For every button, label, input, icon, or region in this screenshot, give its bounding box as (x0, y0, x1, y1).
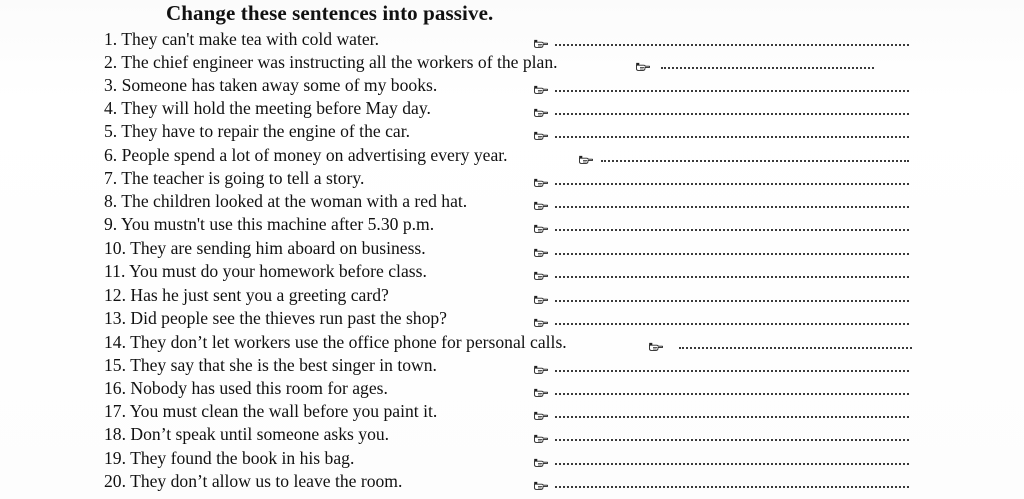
answer-blank-line[interactable] (555, 486, 909, 488)
answer-blank-line[interactable] (555, 183, 909, 185)
pointing-hand-icon (534, 454, 548, 463)
exercise-item (104, 331, 924, 354)
pointing-hand-icon (534, 361, 548, 370)
answer-blank-line[interactable] (679, 347, 912, 349)
answer-blank-line[interactable] (555, 90, 909, 92)
answer-blank-line[interactable] (555, 370, 909, 372)
exercise-item (104, 28, 924, 51)
pointing-hand-icon (534, 384, 548, 393)
pointing-hand-icon (534, 197, 548, 206)
exercise-item (104, 260, 924, 283)
sentence-text: 10. They are sending him aboard on business. (104, 238, 426, 258)
sentence-text: 5. They have to repair the engine of the car. (104, 121, 410, 141)
pointing-hand-icon (534, 477, 548, 486)
answer-blank-line[interactable] (555, 276, 909, 278)
exercise-item (104, 284, 924, 307)
pointing-hand-icon (534, 314, 548, 323)
sentence-text: 12. Has he just sent you a greeting card? (104, 285, 389, 305)
exercise-item (104, 307, 924, 330)
answer-blank-line[interactable] (555, 323, 909, 325)
pointing-hand-icon (636, 58, 650, 67)
sentence-text: 4. They will hold the meeting before May day. (104, 98, 431, 118)
exercise-item (104, 237, 924, 260)
exercise-item (104, 354, 924, 377)
pointing-hand-icon (534, 104, 548, 113)
pointing-hand-icon (534, 267, 548, 276)
sentence-text: 7. The teacher is going to tell a story. (104, 168, 365, 188)
worksheet-title: Change these sentences into passive. (166, 1, 494, 25)
answer-blank-line[interactable] (555, 253, 909, 255)
exercise-item (104, 423, 924, 446)
exercise-item (104, 190, 924, 213)
answer-blank-line[interactable] (555, 416, 909, 418)
answer-blank-line[interactable] (555, 300, 909, 302)
answer-blank-line[interactable] (555, 136, 909, 138)
sentence-text: 9. You mustn't use this machine after 5.30 p.m. (104, 214, 435, 234)
sentence-text: 8. The children looked at the woman with a red hat. (104, 191, 468, 211)
pointing-hand-icon (534, 127, 548, 136)
pointing-hand-icon (534, 430, 548, 439)
answer-blank-line[interactable] (601, 160, 909, 162)
sentence-text: 14. They don’t let workers use the office phone for personal calls. (104, 332, 567, 352)
sentence-text: 2. The chief engineer was instructing all the workers of the plan. (104, 52, 558, 72)
sentence-text: 16. Nobody has used this room for ages. (104, 378, 388, 398)
answer-blank-line[interactable] (555, 229, 909, 231)
answer-blank-line[interactable] (555, 206, 909, 208)
answer-blank-line[interactable] (555, 463, 909, 465)
pointing-hand-icon (534, 244, 548, 253)
pointing-hand-icon (534, 407, 548, 416)
answer-blank-line[interactable] (555, 393, 909, 395)
answer-blank-line[interactable] (555, 44, 909, 46)
exercise-item (104, 51, 924, 74)
exercise-item (104, 120, 924, 143)
pointing-hand-icon (579, 151, 593, 160)
sentence-text: 6. People spend a lot of money on advertising every year. (104, 145, 508, 165)
exercise-item (104, 167, 924, 190)
exercise-item (104, 144, 924, 167)
answer-blank-line[interactable] (555, 113, 909, 115)
pointing-hand-icon (649, 338, 663, 347)
exercise-item (104, 400, 924, 423)
exercise-item (104, 213, 924, 236)
exercise-item (104, 377, 924, 400)
sentence-text: 1. They can't make tea with cold water. (104, 29, 379, 49)
pointing-hand-icon (534, 291, 548, 300)
sentence-text: 13. Did people see the thieves run past the shop? (104, 308, 447, 328)
sentence-text: 17. You must clean the wall before you paint it. (104, 401, 438, 421)
pointing-hand-icon (534, 174, 548, 183)
sentence-text: 19. They found the book in his bag. (104, 448, 355, 468)
answer-blank-line[interactable] (661, 67, 874, 69)
sentence-text: 11. You must do your homework before class. (104, 261, 427, 281)
pointing-hand-icon (534, 81, 548, 90)
exercise-item (104, 447, 924, 470)
pointing-hand-icon (534, 220, 548, 229)
pointing-hand-icon (534, 35, 548, 44)
exercise-item (104, 74, 924, 97)
sentence-text: 15. They say that she is the best singer in town. (104, 355, 437, 375)
sentence-text: 3. Someone has taken away some of my books. (104, 75, 438, 95)
answer-blank-line[interactable] (555, 439, 909, 441)
exercise-item (104, 97, 924, 120)
sentence-text: 20. They don’t allow us to leave the room. (104, 471, 403, 491)
sentence-text: 18. Don’t speak until someone asks you. (104, 424, 390, 444)
exercise-item (104, 470, 924, 493)
